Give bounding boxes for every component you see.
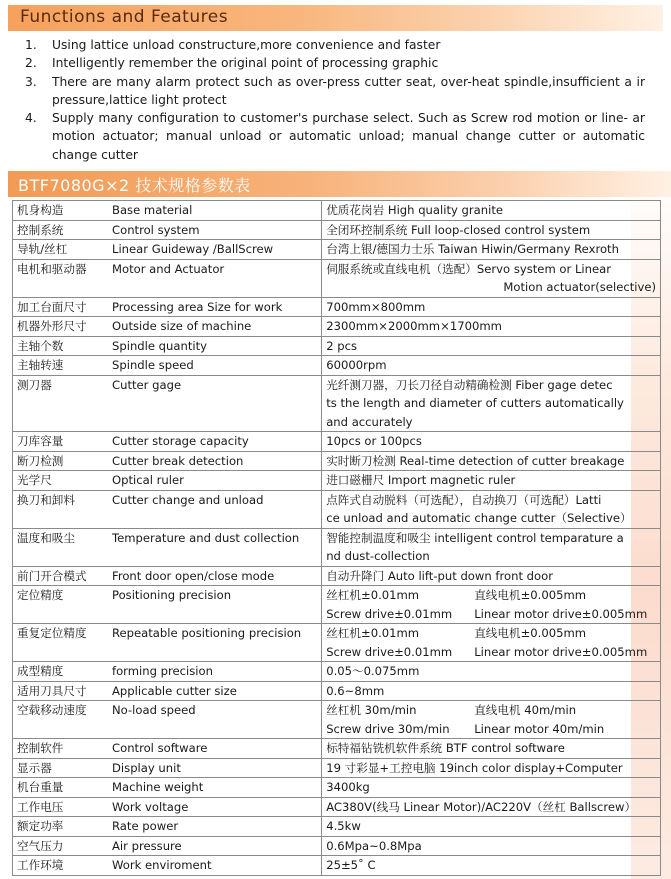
spec-row [13, 259, 661, 297]
spec-label-cn: 机器外形尺寸 [17, 319, 87, 333]
feature-item [25, 36, 645, 54]
spec-label [17, 837, 317, 856]
spec-value-line [326, 586, 656, 605]
spec-value-line: 伺服系统或直线电机（选配）Servo system or Linear [326, 261, 611, 276]
spec-label-en: Base material [112, 203, 193, 217]
spec-value-screw: 丝杠机 30m/min [326, 703, 417, 717]
spec-value-line: 优质花岗岩 High quality granite [326, 203, 504, 217]
spec-value-line: nd dust-collection [326, 549, 430, 563]
spec-value-line: 智能控制温度和吸尘 intelligent control temparature a [326, 530, 624, 545]
spec-label-en: Cutter break detection [112, 453, 244, 468]
spec-label-cell [13, 566, 322, 586]
spec-value-screw: Screw drive 30m/min [326, 721, 450, 736]
features-title: Functions and Features [20, 7, 229, 27]
spec-row [13, 797, 661, 817]
spec-label-cn: 电机和驱动器 [17, 261, 87, 276]
spec-label-cn: 重复定位精度 [17, 626, 87, 640]
spec-label [17, 682, 317, 701]
spec-label-cn: 成型精度 [17, 664, 64, 678]
spec-label-en: Cutter change and unload [112, 492, 264, 507]
feature-item [25, 109, 645, 164]
spec-label-cell [13, 336, 322, 356]
spec-label [17, 817, 317, 836]
spec-label-cell [13, 471, 322, 491]
spec-value-line: 自动升降门 Auto lift-put down front door [326, 568, 553, 583]
spec-value-cell [322, 681, 661, 701]
spec-value [326, 739, 656, 758]
spec-value-linear: Linear motor 40m/min [474, 721, 605, 736]
spec-value [326, 221, 656, 240]
spec-value-line: 4.5kw [326, 819, 361, 833]
spec-label-en: Machine weight [112, 780, 204, 794]
spec-value [326, 778, 656, 797]
spec-label [17, 260, 317, 279]
spec-value-line: 60000rpm [326, 358, 387, 372]
spec-label-en: Optical ruler [112, 473, 184, 487]
spec-label [17, 356, 317, 375]
spec-value-line: 10pcs or 100pcs [326, 434, 422, 448]
spec-value-cell [322, 662, 661, 682]
spec-label-en: Temperature and dust collection [112, 530, 300, 545]
spec-value-cell [322, 375, 661, 432]
spec-label [17, 317, 317, 336]
spec-label-en: Positioning precision [112, 588, 232, 602]
spec-row [13, 220, 661, 240]
spec-label-cn: 刀库容量 [17, 434, 64, 448]
spec-row [13, 624, 661, 662]
spec-value [326, 529, 656, 566]
spec-value-cell [322, 451, 661, 471]
spec-value-linear: Linear motor drive±0.005mm [474, 606, 648, 621]
spec-label-cn: 导轨/丝杠 [17, 242, 68, 256]
spec-label-en: Outside size of machine [112, 319, 252, 333]
spec-value-cell [322, 240, 661, 260]
spec-label-cn: 机台重量 [17, 780, 64, 794]
spec-label [17, 759, 317, 778]
spec-label-cell [13, 681, 322, 701]
spec-row [13, 836, 661, 856]
spec-value-cell [322, 739, 661, 759]
spec-value [326, 376, 656, 432]
spec-value [326, 798, 656, 817]
spec-value [326, 260, 656, 297]
spec-row [13, 336, 661, 356]
spec-value-cell [322, 259, 661, 297]
spec-value-cell [322, 317, 661, 337]
spec-value [326, 701, 656, 738]
spec-label-en: Applicable cutter size [112, 683, 237, 698]
spec-label-en: Cutter storage capacity [112, 434, 249, 448]
spec-value [326, 337, 656, 356]
spec-label-cn: 控制系统 [17, 222, 64, 237]
spec-value-cell [322, 297, 661, 317]
spec-value-screw: Screw drive±0.01mm [326, 606, 453, 621]
spec-label-cn: 显示器 [17, 760, 52, 775]
spec-row [13, 681, 661, 701]
spec-value-line [326, 605, 656, 624]
spec-value-cell [322, 528, 661, 566]
spec-label-cell [13, 797, 322, 817]
feature-item [25, 54, 645, 72]
feature-item [25, 73, 645, 110]
spec-value-line: 19 寸彩显+工控电脑 19inch color display+Computer [326, 760, 623, 775]
spec-label-cn: 控制软件 [17, 741, 64, 755]
spec-value [326, 624, 656, 661]
spec-value [326, 586, 656, 623]
spec-row [13, 566, 661, 586]
spec-value [326, 471, 656, 490]
spec-row [13, 817, 661, 837]
spec-value-line [326, 643, 656, 662]
spec-value-linear: 直线电机 40m/min [474, 703, 577, 717]
spec-value [326, 837, 656, 856]
spec-label-cell [13, 375, 322, 432]
spec-row [13, 451, 661, 471]
spec-value [326, 567, 656, 586]
spec-title: BTF7080G×2 技术规格参数表 [18, 176, 251, 195]
spec-value-cell [322, 336, 661, 356]
features-header-band [8, 5, 663, 31]
spec-label-en: Motor and Actuator [112, 261, 225, 276]
spec-label [17, 221, 317, 240]
spec-value [326, 432, 656, 451]
spec-label [17, 240, 317, 259]
spec-label-en: Air pressure [112, 838, 182, 853]
feature-text: There are many alarm protect such as over-press cutter seat, over-heat spindle,insufficient a ir pressure,lattice light protect [52, 74, 645, 107]
spec-label-cell [13, 201, 322, 221]
spec-label-en: Repeatable positioning precision [112, 626, 302, 640]
spec-value-screw: Screw drive±0.01mm [326, 644, 453, 659]
spec-label-cn: 工作电压 [17, 799, 64, 814]
spec-value [326, 298, 656, 317]
spec-label-cn: 空气压力 [17, 838, 64, 853]
spec-value [326, 759, 656, 778]
spec-label [17, 432, 317, 451]
spec-label [17, 529, 317, 548]
spec-label-cn: 加工台面尺寸 [17, 299, 87, 314]
spec-value-line: 2300mm×2000mm×1700mm [326, 319, 502, 333]
spec-value-line: 700mm×800mm [326, 299, 426, 314]
spec-value-cell [322, 220, 661, 240]
spec-label-cell [13, 317, 322, 337]
spec-value [326, 491, 656, 528]
spec-value [326, 856, 656, 875]
spec-label-cn: 光学尺 [17, 473, 52, 487]
spec-value-line: and accurately [326, 414, 413, 429]
spec-value [326, 452, 656, 471]
spec-label [17, 701, 317, 720]
spec-value-line: 点阵式自动脱料（可选配），自动换刀（可选配）Latti [326, 492, 602, 507]
spec-row [13, 701, 661, 739]
spec-label-en: Display unit [112, 760, 181, 775]
spec-value-line: ce unload and automatic change cutter（Selective） [326, 511, 632, 525]
spec-value-line [326, 701, 656, 720]
spec-value-line: 2 pcs [326, 338, 358, 353]
spec-label-cell [13, 856, 322, 876]
spec-label-en: Work voltage [112, 799, 189, 814]
spec-row [13, 471, 661, 491]
spec-value-cell [322, 797, 661, 817]
spec-label-cn: 换刀和卸料 [17, 492, 75, 507]
spec-value-screw: 丝杠机±0.01mm [326, 626, 420, 640]
spec-label-en: forming precision [112, 664, 213, 678]
spec-value-line: 3400kg [326, 780, 370, 794]
spec-label-cn: 机身构造 [17, 203, 64, 217]
spec-label-cell [13, 778, 322, 798]
spec-row [13, 432, 661, 452]
feature-text: Using lattice unload constructure,more convenience and faster [52, 38, 441, 52]
spec-value-cell [322, 817, 661, 837]
spec-row [13, 528, 661, 566]
spec-row [13, 240, 661, 260]
spec-row [13, 490, 661, 528]
spec-label [17, 298, 317, 317]
spec-label-en: Rate power [112, 819, 179, 833]
spec-label [17, 201, 317, 220]
spec-label-cell [13, 528, 322, 566]
spec-label [17, 624, 317, 643]
spec-header-band [8, 171, 671, 197]
spec-value-line: 0.6~8mm [326, 683, 385, 698]
spec-value-cell [322, 778, 661, 798]
spec-value-line [326, 720, 656, 739]
spec-label-cell [13, 451, 322, 471]
spec-value-line: Motion actuator(selective) [503, 280, 656, 294]
spec-value-line: ts the length and diameter of cutters automatically [326, 396, 624, 410]
spec-label-cell [13, 836, 322, 856]
feature-number: 2. [25, 56, 37, 71]
spec-label-cn: 定位精度 [17, 588, 64, 602]
spec-label-cell [13, 817, 322, 837]
spec-label-cn: 主轴个数 [17, 338, 64, 353]
spec-label-cn: 额定功率 [17, 819, 64, 833]
spec-row [13, 586, 661, 624]
spec-label-cell [13, 356, 322, 376]
spec-label-cell [13, 220, 322, 240]
spec-label-cn: 断刀检测 [17, 453, 64, 468]
spec-label-cell [13, 739, 322, 759]
spec-label-cell [13, 297, 322, 317]
spec-row [13, 375, 661, 432]
spec-value [326, 201, 656, 220]
spec-label [17, 491, 317, 510]
spec-label-cell [13, 490, 322, 528]
spec-label [17, 337, 317, 356]
spec-label [17, 471, 317, 490]
spec-value-cell [322, 758, 661, 778]
feature-text: Intelligently remember the original point of processing graphic [52, 56, 439, 71]
spec-label [17, 452, 317, 471]
spec-label-cell [13, 701, 322, 739]
spec-value-cell [322, 836, 661, 856]
spec-label-en: Spindle quantity [112, 338, 208, 353]
spec-value-line: 25±5˚ C [326, 858, 376, 872]
spec-label-cn: 测刀器 [17, 377, 52, 392]
spec-label-cell [13, 432, 322, 452]
spec-label-cell [13, 624, 322, 662]
spec-row [13, 201, 661, 221]
spec-value-line: 全闭环控制系统 Full loop-closed control system [326, 222, 591, 237]
spec-row [13, 356, 661, 376]
spec-value-cell [322, 701, 661, 739]
spec-label-cn: 主轴转速 [17, 358, 64, 372]
spec-label-cell [13, 240, 322, 260]
spec-label-en: Control system [112, 222, 200, 237]
spec-label [17, 376, 317, 395]
spec-value-line: 进口磁栅尺 Import magnetic ruler [326, 473, 516, 487]
spec-label-en: Linear Guideway /BallScrew [112, 242, 274, 256]
spec-value [326, 317, 656, 336]
spec-label [17, 856, 317, 875]
spec-label-en: Front door open/close mode [112, 568, 275, 583]
spec-value-line: 0.05～0.075mm [326, 664, 420, 678]
spec-label [17, 739, 317, 758]
spec-value-cell [322, 624, 661, 662]
features-list [25, 36, 645, 164]
spec-label-en: Cutter gage [112, 377, 182, 392]
spec-label-cn: 适用刀具尺寸 [17, 683, 87, 698]
spec-value [326, 240, 656, 259]
spec-label-en: No-load speed [112, 703, 196, 717]
spec-label [17, 662, 317, 681]
spec-label-cell [13, 586, 322, 624]
feature-number: 1. [25, 38, 37, 52]
feature-number: 4. [25, 111, 37, 126]
spec-row [13, 662, 661, 682]
spec-value-screw: 丝杠机±0.01mm [326, 588, 420, 602]
spec-label-cn: 温度和吸尘 [17, 530, 75, 545]
spec-value-cell [322, 201, 661, 221]
spec-value-line [326, 624, 656, 643]
spec-value-cell [322, 586, 661, 624]
spec-label-en: Spindle speed [112, 358, 194, 372]
spec-label-cell [13, 758, 322, 778]
spec-label-cn: 前门开合模式 [17, 568, 87, 583]
spec-label-en: Work enviroment [112, 858, 212, 872]
spec-label-cn: 工作环境 [17, 858, 64, 872]
spec-value [326, 817, 656, 836]
spec-label-cn: 空载移动速度 [17, 703, 87, 717]
spec-value-line: 标特福钻铣机软件系统 BTF control software [326, 741, 565, 755]
spec-value [326, 682, 656, 701]
spec-label-cell [13, 259, 322, 297]
spec-value-linear: 直线电机±0.005mm [474, 626, 587, 640]
feature-number: 3. [25, 74, 37, 89]
spec-value-cell [322, 432, 661, 452]
spec-value-line: AC380V(线马 Linear Motor)/AC220V（丝杠 Ballscrew） [326, 799, 637, 814]
spec-label [17, 778, 317, 797]
spec-value-linear: Linear motor drive±0.005mm [474, 644, 648, 659]
spec-row [13, 297, 661, 317]
spec-table [12, 200, 661, 876]
spec-value-linear: 直线电机±0.005mm [474, 588, 587, 602]
spec-value [326, 662, 656, 681]
spec-value-line: 光纤测刀器，刀长刀径自动精确检测 Fiber gage detec [326, 377, 613, 392]
spec-label [17, 567, 317, 586]
spec-value [326, 356, 656, 375]
spec-value-cell [322, 856, 661, 876]
spec-label [17, 586, 317, 605]
spec-value-cell [322, 566, 661, 586]
spec-row [13, 739, 661, 759]
spec-value-cell [322, 356, 661, 376]
spec-label-en: Processing area Size for work [112, 299, 283, 314]
spec-label [17, 798, 317, 817]
spec-value-cell [322, 490, 661, 528]
spec-row [13, 758, 661, 778]
spec-row [13, 778, 661, 798]
spec-value-cell [322, 471, 661, 491]
spec-row [13, 856, 661, 876]
feature-text: Supply many configuration to customer's purchase select. Such as Screw rod motion or line- ar motion actuator; manual unload or automatic unload; manual change cutter or automatic change cutter [52, 111, 645, 162]
spec-value-line: 实时断刀检测 Real-time detection of cutter breakage [326, 453, 625, 468]
spec-value-line: 台湾上银/德国力士乐 Taiwan Hiwin/Germany Rexroth [326, 242, 619, 256]
spec-label-en: Control software [112, 741, 208, 755]
spec-row [13, 317, 661, 337]
spec-label-cell [13, 662, 322, 682]
spec-value-line: 0.6Mpa~0.8Mpa [326, 838, 422, 853]
